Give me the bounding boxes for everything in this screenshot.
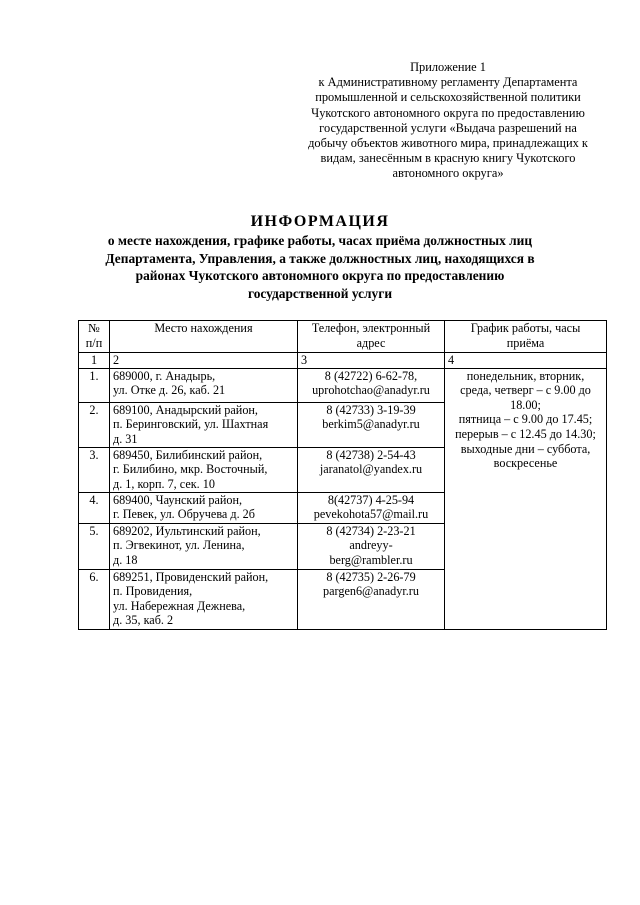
header-place: Место нахождения bbox=[110, 321, 298, 353]
row-number: 5. bbox=[79, 523, 110, 569]
row-contact: 8 (42733) 3-19-39 berkim5@anadyr.ru bbox=[298, 402, 445, 447]
row-place: 689000, г. Анадырь, ул. Отке д. 26, каб. 21 bbox=[110, 368, 298, 402]
index-cell: 2 bbox=[110, 353, 298, 369]
schedule-cell: понедельник, вторник, среда, четверг – с 9.00 до 18.00; пятница – с 9.00 до 17.45; перерыв – с 12.45 до 14.30; выходные дни – суббота, воскресенье bbox=[445, 368, 607, 629]
header-schedule: График работы, часы приёма bbox=[445, 321, 607, 353]
table-header-row bbox=[79, 321, 607, 353]
row-number: 4. bbox=[79, 492, 110, 523]
row-number: 1. bbox=[79, 368, 110, 402]
index-cell: 1 bbox=[79, 353, 110, 369]
document-title bbox=[70, 212, 570, 302]
title-subtitle-line: государственной услуги bbox=[247, 285, 393, 301]
appendix-line: Чукотского автономного округа по предоставлению bbox=[311, 105, 585, 120]
title-subtitle-line: районах Чукотского автономного округа по предоставлению bbox=[135, 268, 505, 284]
title-subtitle-line: Департамента, Управления, а также должностных лиц, находящихся в bbox=[105, 250, 535, 266]
row-contact: 8(42737) 4-25-94 pevekohota57@mail.ru bbox=[298, 492, 445, 523]
info-table bbox=[78, 320, 607, 630]
row-number: 3. bbox=[79, 447, 110, 492]
appendix-line: государственной услуги «Выдача разрешений на bbox=[319, 120, 577, 135]
row-place: 689100, Анадырский район, п. Беринговский, ул. Шахтная д. 31 bbox=[110, 402, 298, 447]
title-main: ИНФОРМАЦИЯ bbox=[250, 213, 390, 230]
row-number: 6. bbox=[79, 569, 110, 629]
appendix-line: Приложение 1 bbox=[410, 60, 486, 74]
row-number: 2. bbox=[79, 402, 110, 447]
title-subtitle-line: о месте нахождения, графике работы, часах приёма должностных лиц bbox=[107, 233, 533, 248]
row-contact: 8 (42722) 6-62-78, uprohotchao@anadyr.ru bbox=[298, 368, 445, 402]
appendix-line: добычу объектов животного мира, принадлежащих к bbox=[308, 136, 588, 151]
row-place: 689400, Чаунский район, г. Певек, ул. Обручева д. 2б bbox=[110, 492, 298, 523]
row-contact: 8 (42735) 2-26-79 pargen6@anadyr.ru bbox=[298, 569, 445, 629]
header-num: № п/п bbox=[79, 321, 110, 353]
appendix-line: промышленной и сельскохозяйственной политики bbox=[315, 90, 581, 105]
table-row bbox=[79, 368, 607, 402]
appendix-line: к Административному регламенту Департамента bbox=[318, 75, 578, 90]
table-index-row bbox=[79, 353, 607, 369]
appendix-line: видам, занесённым в красную книгу Чукотского bbox=[320, 151, 576, 166]
row-place: 689251, Провиденский район, п. Провидения, ул. Набережная Дежнева, д. 35, каб. 2 bbox=[110, 569, 298, 629]
row-contact: 8 (42734) 2-23-21 andreyy- berg@rambler.ru bbox=[298, 523, 445, 569]
index-cell: 4 bbox=[445, 353, 607, 369]
index-cell: 3 bbox=[298, 353, 445, 369]
appendix-line: автономного округа» bbox=[392, 166, 504, 181]
appendix-note bbox=[292, 60, 604, 182]
header-phone: Телефон, электронный адрес bbox=[298, 321, 445, 353]
row-place: 689202, Иультинский район, п. Эгвекинот, ул. Ленина, д. 18 bbox=[110, 523, 298, 569]
row-place: 689450, Билибинский район, г. Билибино, мкр. Восточный, д. 1, корп. 7, сек. 10 bbox=[110, 447, 298, 492]
row-contact: 8 (42738) 2-54-43 jaranatol@yandex.ru bbox=[298, 447, 445, 492]
